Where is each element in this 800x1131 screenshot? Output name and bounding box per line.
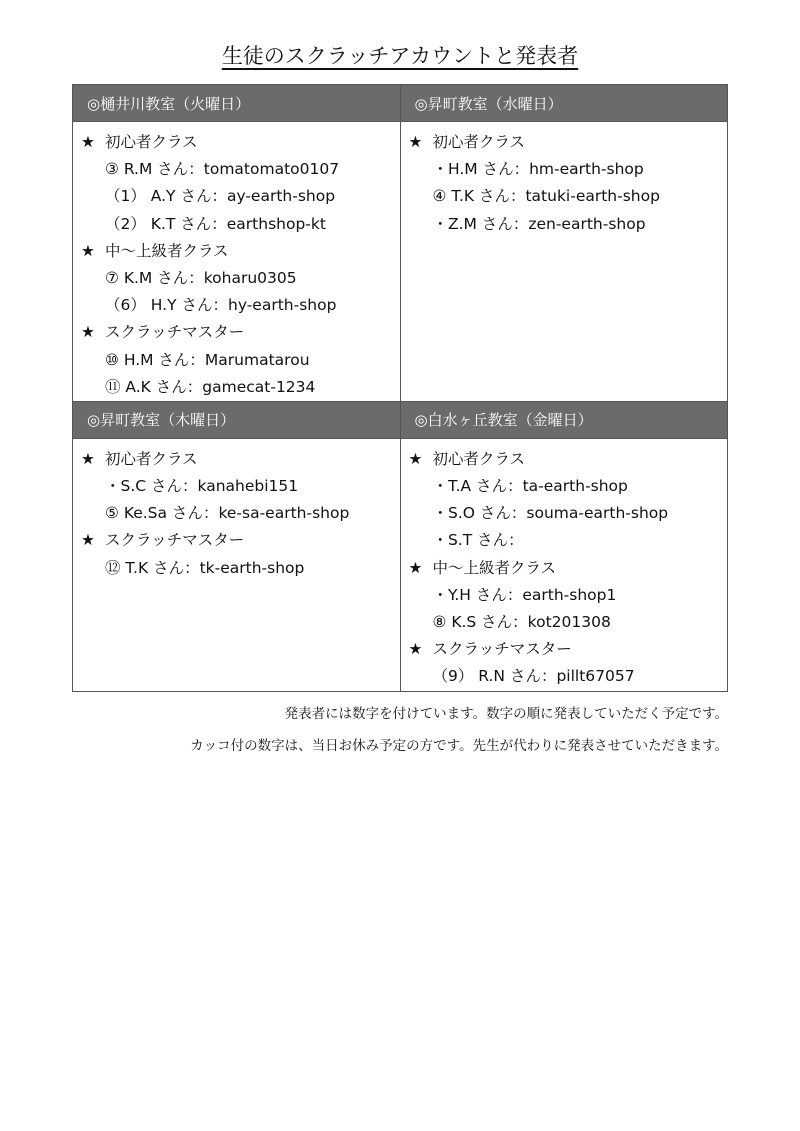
student-account: ④ T.K さん：tatuki-earth-shop	[432, 187, 660, 206]
class-name: スクラッチマスター	[105, 531, 245, 550]
classroom-body-hiigawa	[73, 122, 401, 402]
student-account: ・H.M さん：hm-earth-shop	[432, 160, 644, 179]
classroom-header-shomachi-thu: ◎昇町教室（木曜日）	[73, 401, 401, 438]
star-icon: ★	[408, 133, 423, 151]
class-heading	[73, 446, 400, 473]
note-absent-students: カッコ付の数字は、当日お休み予定の方です。先生が代わりに発表させていただきます。	[190, 738, 728, 754]
student-account: ・S.C さん：kanahebi151	[105, 477, 299, 496]
star-icon: ★	[81, 449, 95, 468]
student-account: ⑪ A.K さん：gamecat-1234	[105, 377, 316, 396]
classroom-header-hiigawa: ◎樋井川教室（火曜日）	[73, 85, 401, 122]
student-account: ③ R.M さん：tomatomato0107	[105, 160, 340, 179]
student-account: ⑦ K.M さん：koharu0305	[105, 268, 297, 287]
notes	[190, 702, 728, 766]
class-heading	[401, 636, 728, 663]
classroom-body-shomachi-thu	[73, 438, 401, 691]
class-name: 初心者クラス	[105, 449, 198, 468]
classroom-header-shomachi-wed: ◎昇町教室（水曜日）	[400, 85, 728, 122]
star-icon: ★	[81, 323, 95, 342]
student-account: ・T.A さん：ta-earth-shop	[432, 477, 628, 496]
star-icon: ★	[81, 241, 95, 260]
star-icon: ★	[81, 133, 95, 151]
class-name: 初心者クラス	[432, 133, 526, 151]
class-name: 初心者クラス	[432, 449, 526, 468]
student-account: （6） H.Y さん：hy-earth-shop	[105, 296, 337, 315]
classroom-table	[72, 84, 728, 692]
page-title: 生徒のスクラッチアカウントと発表者	[221, 44, 579, 68]
student-account: ・Z.M さん：zen-earth-shop	[432, 214, 646, 233]
student-account: （9） R.N さん：pillt67057	[432, 667, 635, 686]
class-heading	[401, 446, 728, 473]
class-name: 中～上級者クラス	[432, 558, 557, 577]
class-heading	[401, 555, 728, 582]
student-account: ・Y.H さん：earth-shop1	[432, 585, 617, 604]
star-icon: ★	[81, 531, 95, 550]
student-account: ⑤ Ke.Sa さん：ke-sa-earth-shop	[105, 504, 350, 523]
classroom-header-shirouzugaoka: ◎白水ヶ丘教室（金曜日）	[400, 401, 728, 438]
class-heading	[73, 527, 400, 554]
classroom-body-shomachi-wed	[400, 122, 728, 402]
class-heading	[73, 129, 400, 156]
student-account: ・S.O さん：souma-earth-shop	[432, 504, 669, 523]
star-icon: ★	[408, 558, 423, 577]
student-account: ・S.T さん：	[432, 531, 524, 550]
class-heading	[73, 238, 400, 265]
student-account: ⑧ K.S さん：kot201308	[432, 613, 611, 631]
student-account: ⑫ T.K さん：tk-earth-shop	[105, 558, 305, 577]
student-account: （2） K.T さん：earthshop-kt	[105, 214, 326, 233]
class-heading	[73, 319, 400, 346]
class-heading	[401, 129, 728, 156]
note-presenter-order: 発表者には数字を付けています。数字の順に発表していただく予定です。	[284, 706, 728, 722]
classroom-body-shirouzugaoka	[400, 438, 728, 691]
class-name: 初心者クラス	[105, 133, 198, 151]
class-name: スクラッチマスター	[105, 323, 245, 342]
student-account: ⑩ H.M さん：Marumatarou	[105, 350, 310, 369]
class-name: スクラッチマスター	[432, 640, 572, 659]
star-icon: ★	[408, 640, 423, 659]
student-account: （1） A.Y さん：ay-earth-shop	[105, 187, 336, 206]
class-name: 中～上級者クラス	[105, 241, 229, 260]
star-icon: ★	[408, 449, 423, 468]
